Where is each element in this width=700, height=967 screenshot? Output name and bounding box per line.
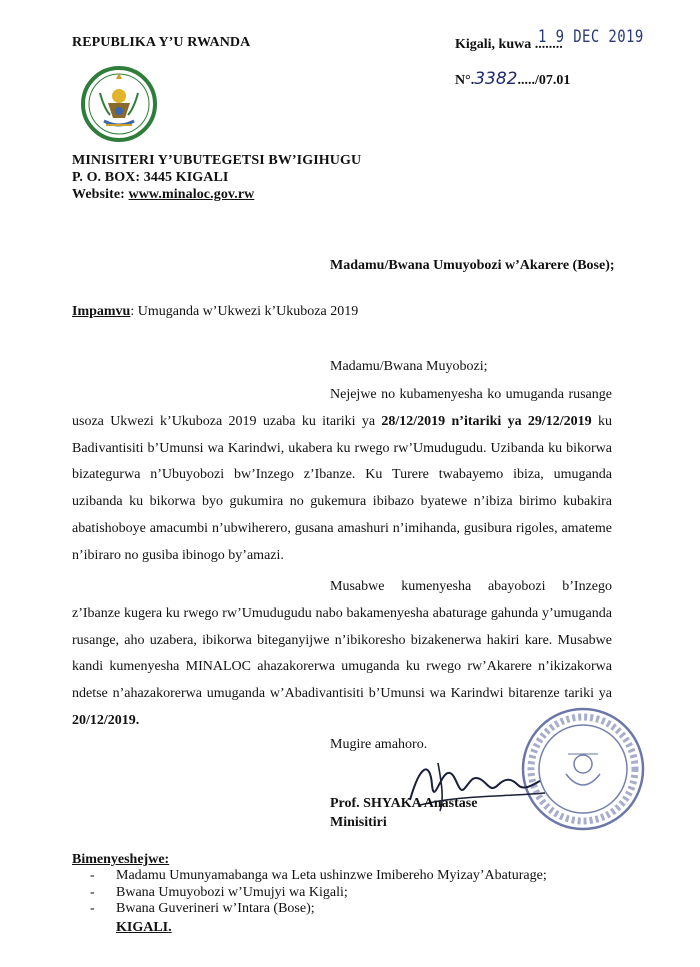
closing: Mugire amahoro. <box>330 737 428 752</box>
cc-item-text: Madamu Umunyamabanga wa Leta ushinzwe Imibereho Myizay’Abaturage; <box>116 868 547 883</box>
paragraph-2-deadline: 20/12/2019. <box>72 712 140 728</box>
city-prefix: Kigali, kuwa ........ <box>455 37 563 52</box>
cc-list-item <box>90 901 547 918</box>
addressee: Madamu/Bwana Umuyobozi w’Akarere (Bose); <box>330 258 615 273</box>
cc-bullet: - <box>90 868 95 883</box>
paragraph-2-text: Musabwe kumenyesha abayobozi b’Inzego z’Ibanze kugera ku rwego rw’Umudugudu nabo bakamenyesha abaturage gahunda y’umuganda rusange, aho uzabera, ibikorwa biteganyijwe n’ibikoresho bizakenerwa hakiri kare. Musabwe kandi kumenyesha MINALOC ahazakorerwa umuganda ku rwego rw’Akarere n’ikizakorwa ndetse n’ahazakorerwa umuganda w’Abadivantisiti b’Umunsi wa Karindwi bitarenze tariki ya <box>72 579 612 702</box>
cc-place-text: KIGALI <box>116 920 169 935</box>
cc-label: Bimenyeshejwe: <box>72 852 170 867</box>
cc-bullet: - <box>90 901 95 916</box>
ref-suffix: ...../07.01 <box>517 73 571 88</box>
paragraph-1-dates: 28/12/2019 n’itariki ya 29/12/2019 <box>381 413 592 429</box>
salutation: Madamu/Bwana Muyobozi; <box>330 359 488 374</box>
website-label: Website: <box>72 187 129 202</box>
po-box: P. O. BOX: 3445 KIGALI <box>72 170 229 185</box>
paragraph-1-text-b: ku Badivantisiti b’Umunsi wa Karindwi, ukabera ku rwego rw’Umudugudu. Uzibanda ku bikorwa bizategurwa n’Ubuyobozi bw’Inzego z’Ibanze. Ku Turere twabayemo ibiza, umuganda uzibanda ku bikorwa byo gukumira no gukemura ibibazo byatewe n’ibiza birimo kubakira abatishoboye amacumbi n’ubwiherero, gusana amashuri n’imihanda, gusibura rigoles, amateme n’ibiraro no gusiba ibinogo by’amazi. <box>72 413 612 563</box>
ministry-name: MINISITERI Y’UBUTEGETSI BW’IGIHUGU <box>72 153 362 168</box>
signatory-title: Minisitiri <box>330 815 387 830</box>
cc-list <box>90 868 547 918</box>
subject-text: : Umuganda w’Ukwezi k’Ukuboza 2019 <box>130 304 359 319</box>
paragraph-1 <box>72 382 612 570</box>
subject-line <box>72 304 358 320</box>
cc-item-text: Bwana Guverineri w’Intara (Bose); <box>116 901 315 916</box>
cc-item-text: Bwana Umuyobozi w’Umujyi wa Kigali; <box>116 884 348 900</box>
cc-list-item <box>90 868 547 885</box>
country-name: REPUBLIKA Y’U RWANDA <box>72 35 251 50</box>
cc-list-item <box>90 885 547 902</box>
website-line <box>72 186 361 203</box>
ministry-block <box>72 152 361 203</box>
paragraph-1-text-a: Nejejwe no kubamenyesha ko umuganda rusange usoza Ukwezi k’Ukuboza 2019 uzaba ku itariki ya <box>72 387 612 429</box>
signatory-name: Prof. SHYAKA Anastase <box>330 796 478 811</box>
date-stamp: 1 9 DEC 2019 <box>538 27 644 47</box>
coat-of-arms-emblem <box>78 63 160 145</box>
reference-number <box>455 69 570 89</box>
ref-handwritten-number: 3382 <box>474 69 518 89</box>
cc-bullet: - <box>90 884 95 900</box>
cc-place: KIGALI. <box>116 920 172 935</box>
website-link[interactable]: www.minaloc.gov.rw <box>128 187 255 202</box>
subject-label: Impamvu <box>72 304 131 319</box>
ref-prefix: N°. <box>455 73 475 88</box>
